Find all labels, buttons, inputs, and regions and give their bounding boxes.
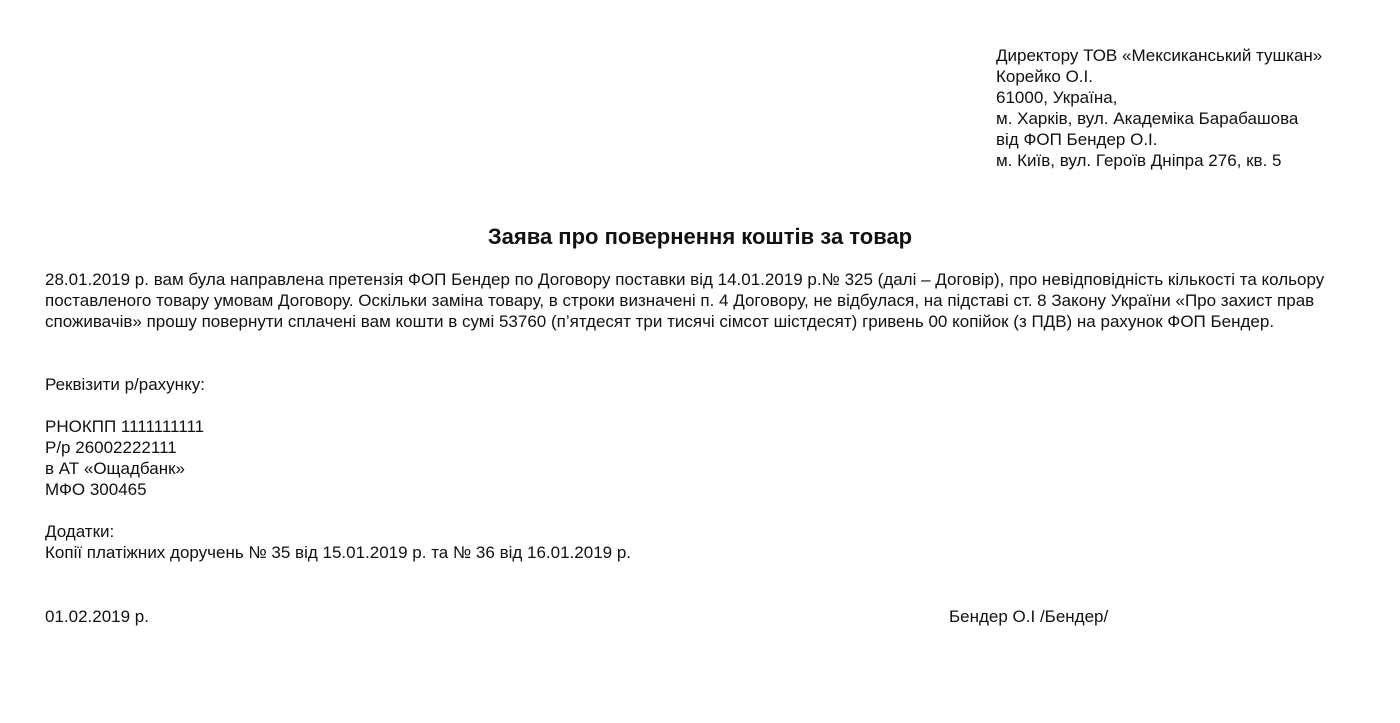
sender-line-address: м. Київ, вул. Героїв Дніпра 276, кв. 5 [996, 151, 1282, 170]
signature: Бендер О.І /Бендер/ [949, 607, 1109, 626]
requisites-mfo: МФО 300465 [45, 480, 147, 499]
document-date: 01.02.2019 р. [45, 607, 149, 626]
body-paragraph: 28.01.2019 р. вам була направлена претензія ФОП Бендер по Договору поставки від 14.01.2019 р.№ 325 (далі – Договір), про невідповідність кількості та кольору поставленого товару умовам Договору. Оскільки заміна товару, в строки визначені п. 4 Договору, не відбулася, на підставі ст. 8 Закону України «Про захист прав споживачів» прошу повернути сплачені вам кошти в сумі 53760 (п’ятдесят три тисячі сімсот шістдесят) гривень 00 копійок (з ПДВ) на рахунок ФОП Бендер. [45, 270, 1325, 331]
requisites-label: Реквізити р/рахунку: [45, 375, 205, 394]
attachments-text: Копії платіжних доручень № 35 від 15.01.2019 р. та № 36 від 16.01.2019 р. [45, 543, 632, 562]
addressee-line-street: м. Харків, вул. Академіка Барабашова [996, 109, 1299, 128]
requisites-block [45, 416, 204, 500]
requisites-tax-id: РНОКПП 1111111111 [45, 417, 205, 436]
requisites-bank: в АТ «Ощадбанк» [45, 459, 185, 478]
requisites-account: Р/р 26002222111 [45, 438, 177, 457]
addressee-line-postal: 61000, Україна, [996, 88, 1118, 107]
attachments-label: Додатки: [45, 522, 115, 541]
addressee-block [996, 45, 1391, 171]
document-title: Заява про повернення коштів за товар [487, 224, 913, 249]
addressee-line-director: Директору ТОВ «Мексиканський тушкан» [996, 46, 1323, 65]
sender-line-name: від ФОП Бендер О.І. [996, 130, 1158, 149]
addressee-line-name: Корейко О.І. [996, 67, 1093, 86]
attachments-block [45, 521, 631, 563]
